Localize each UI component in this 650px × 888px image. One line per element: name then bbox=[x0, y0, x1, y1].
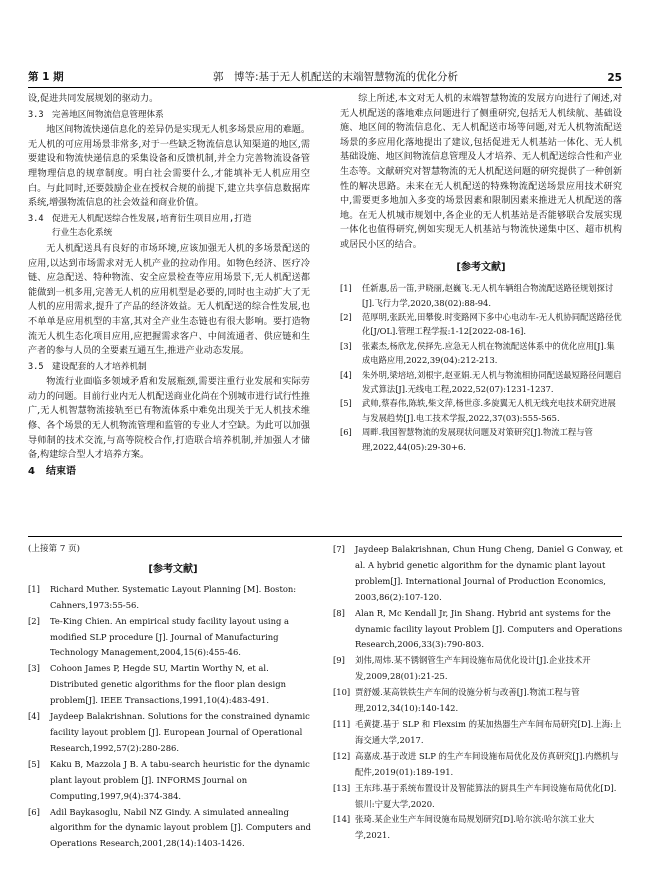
section-title: 完善地区间物流信息管理体系 bbox=[52, 109, 164, 120]
reference-number: [4] bbox=[340, 369, 352, 380]
reference-number: [1] bbox=[340, 283, 352, 294]
continuation-references-list-right bbox=[333, 542, 623, 844]
reference-item bbox=[333, 717, 623, 749]
paragraph-conclusion: 综上所述,本文对无人机的末端智慧物流的发展方向进行了阐述,对无人机配送的落地难点问题进行了侧重研究,包括无人机续航、基础设施、地区间的物流信息化、无人机配送市场等问题,对无人机物流配送场景的多应用化落地提出了建议,包括促进无人机基站一体化、无人机基础设施、地区间物流信息管理及人才培养、无人机配送综合性和产业生态等。文献研究对智慧物流的无人机配送问题的研究提供了一种创新性的解决思路。未来在无人机配送的特殊物流配送场景应用技术研究中,需要更多地加入多变的场景因素和限制因素来推进无人机配送的落地。在无人机城市规划中,各企业的无人机基站是否能够联合发展实现一体化也值得研究,例如实现无人机基站与物流快递集中区、超市机构或居民小区的结合。 bbox=[340, 94, 622, 250]
section-3-4-heading bbox=[28, 212, 310, 241]
reference-text: Cohoon James P, Hegde SU, Martin Worthy N, et al. Distributed genetic algorithms for the floor plan design problem[J]. IEEE Transactions,1991,10(4):483-491. bbox=[50, 663, 286, 706]
section-title: 结束语 bbox=[46, 465, 76, 477]
references-heading: [参考文献] bbox=[456, 261, 506, 273]
reference-text: Alan R, Mc Kendall Jr, Jin Shang. Hybrid ant systems for the dynamic facility layout Problem [J]. Computers and Operations Research,2006,33(3):790-803. bbox=[355, 607, 623, 650]
running-title: 郭 博等:基于无人机配送的末端智慧物流的优化分析 bbox=[212, 71, 459, 83]
reference-item bbox=[333, 812, 623, 844]
reference-text: Richard Muther. Systematic Layout Planning [M]. Boston: Cahners,1973:55-56. bbox=[50, 583, 297, 610]
right-column bbox=[340, 92, 622, 454]
section-title-line-2: 行业生态化系统 bbox=[52, 228, 113, 239]
reference-number: [3] bbox=[340, 340, 352, 351]
reference-item bbox=[28, 582, 318, 614]
section-number: 4 bbox=[28, 465, 35, 477]
references-list bbox=[340, 281, 622, 454]
reference-item bbox=[333, 749, 623, 781]
reference-number: [9] bbox=[333, 655, 345, 666]
reference-item bbox=[340, 368, 622, 397]
reference-item bbox=[340, 396, 622, 425]
reference-item bbox=[340, 339, 622, 368]
reference-item bbox=[333, 606, 623, 654]
reference-number: [5] bbox=[340, 398, 352, 409]
reference-number: [1] bbox=[28, 583, 40, 594]
page-number: 25 bbox=[607, 72, 622, 84]
section-4-heading bbox=[28, 465, 310, 480]
reference-number: [11] bbox=[333, 718, 351, 729]
reference-item bbox=[28, 614, 318, 662]
reference-text: 武帅,蔡春伟,陈轶,柴文萍,杨世彦.多旋翼无人机无线充电技术研究进展与发展趋势[J].电工技术学报,2022,37(03):555-565. bbox=[362, 398, 616, 423]
reference-number: [2] bbox=[28, 615, 40, 626]
reference-number: [4] bbox=[28, 711, 40, 722]
reference-item bbox=[333, 653, 623, 685]
reference-text: Adil Baykasoglu, Nabil NZ Gindy. A simulated annealing algorithm for the dynamic layout problem [J]. Computers and Operations Research,2001,28(14):1403-1426. bbox=[50, 806, 312, 849]
section-title-line-1: 促进无人机配送综合性发展,培育衍生项目应用,打造 bbox=[52, 213, 252, 224]
reference-number: [6] bbox=[340, 427, 352, 438]
reference-text: 高嘉成.基于改进 SLP 的生产车间设施布局优化及仿真研究[J].内燃机与配件,2019(01):189-191. bbox=[355, 750, 619, 777]
paragraph-3-3: 地区间物流快递信息化的差异仍是实现无人机多场景应用的难题。无人机的可应用场景非常多,对于一些缺乏物流信息认知渠道的地区,需要建设和物流快递信息的采集设备和反馈机制,并全力完善物流设备管理物理信息的规章制度。明白社会需要什么,才能填补无人机应用空白。与此同时,还要鼓励企业在授权合规的前提下,建立共享信息数据库系统,增强物流信息的社会效益和商业价值。 bbox=[28, 125, 310, 209]
reference-item bbox=[333, 781, 623, 813]
section-number: 3.4 bbox=[28, 213, 44, 224]
reference-number: [12] bbox=[333, 750, 351, 761]
reference-text: 朱外明,梁培培,刘根宇,赵亚娟.无人机与物流相协同配送最短路径问题启发式算法[J].无线电工程,2022,52(07):1231-1237. bbox=[362, 369, 622, 394]
continuation-left-column bbox=[28, 542, 318, 852]
issue-label: 第 1 期 bbox=[28, 71, 64, 83]
continuation-references-heading: [参考文献] bbox=[148, 563, 198, 575]
reference-number: [3] bbox=[28, 663, 40, 674]
reference-item bbox=[340, 310, 622, 339]
reference-text: 毛黄捷.基于 SLP 和 Flexsim 的某加热器生产车间布局研究[D].上海:上海交通大学,2017. bbox=[355, 718, 622, 745]
reference-text: 张琦.某企业生产车间设施布局规划研究[D].哈尔滨:哈尔滨工业大学,2021. bbox=[355, 814, 595, 841]
reference-text: 范厚明,张跃光,田攀俊.时变路网下多中心电动车-无人机协同配送路径优化[J/OL].管理工程学报:1-12[2022-08-16]. bbox=[362, 311, 622, 337]
reference-text: Jaydeep Balakrishnan. Solutions for the constrained dynamic facility layout problem [J]. European Journal of Operational Research,1992,57(2):280-286. bbox=[50, 711, 310, 753]
reference-number: [2] bbox=[340, 311, 352, 322]
section-number: 3.5 bbox=[28, 361, 44, 372]
reference-number: [13] bbox=[333, 782, 351, 793]
continuation-divider bbox=[28, 536, 622, 537]
reference-text: 贾舒媛.某高铁铁生产车间的设施分析与改善[J].物流工程与管理,2012,34(10):140-142. bbox=[355, 687, 580, 714]
reference-text: Te-King Chien. An empirical study facility layout using a modified SLP procedure [J]. Journal of Manufacturing Technology Management,2004,15(6):455-46. bbox=[50, 615, 290, 658]
reference-number: [5] bbox=[28, 758, 40, 769]
continuation-right-column bbox=[333, 542, 623, 844]
reference-number: [10] bbox=[333, 687, 351, 698]
paragraph-3-4: 无人机配送具有良好的市场环境,应该加强无人机的多场景配送的应用,以达到市场需求对无人机产业的拉动作用。如物色经济、医疗冷链、应急配送、特种物流、安全应景检查等应用场景下,无人机配送都能做到一机多用,完善无人机的应用机型是必要的,同时也主动扩大了无人机的应用需求,提升了产品的经济效益。无人机配送的综合性发展,也不单单是应用机型的丰富,其对全产业生态链也有很大影响。要打造物流无人机生态化项目应用,应把握需求客户、中间流通者、供应链和生产者的参与人员的全要素互通互生,推进产业动态发展。 bbox=[28, 243, 310, 357]
section-number: 3.3 bbox=[28, 109, 44, 120]
reference-text: 任新惠,岳一笛,尹晓丽,赵巍飞.无人机车辆组合物流配送路径规划探讨[J].飞行力学,2020,38(02):88-94. bbox=[362, 283, 614, 308]
paragraph-intro-tail: 设,促进共同发展规划的驱动力。 bbox=[28, 94, 159, 104]
reference-item bbox=[28, 805, 318, 853]
reference-text: 周畔.我国智慧物流的发展现状问题及对策研究[J].物流工程与管理,2022,44(05):29-30+6. bbox=[362, 427, 593, 452]
reference-text: 王东玮.基于系统布置设计及智能算法的厨具生产车间设施布局优化[D].银川:宁夏大学,2020. bbox=[355, 782, 617, 809]
running-header bbox=[28, 62, 622, 88]
reference-number: [6] bbox=[28, 806, 40, 817]
reference-item bbox=[340, 425, 622, 454]
reference-item bbox=[333, 542, 623, 606]
section-3-5-heading bbox=[28, 360, 310, 375]
reference-text: 刘伟,周炜.某不锈钢管生产车间设施布局优化设计[J].企业技术开发,2009,28(01):21-25. bbox=[355, 655, 591, 682]
reference-text: 张素杰,杨欣龙,侯择先.应急无人机在物流配送体系中的优化应用[J].集成电路应用,2022,39(04):212-213. bbox=[362, 340, 615, 366]
reference-text: Jaydeep Balakrishnan, Chun Hung Cheng, Daniel G Conway, et al. A hybrid genetic algorithm for the dynamic plant layout problem[J]. International Journal of Production Economics, 2003,86(2):107-120. bbox=[355, 544, 623, 602]
reference-number: [7] bbox=[333, 544, 345, 554]
reference-number: [8] bbox=[333, 607, 345, 618]
left-column bbox=[28, 92, 310, 479]
reference-item bbox=[28, 661, 318, 709]
continuation-note: (上接第 7 页) bbox=[28, 544, 81, 554]
section-title: 建设配套的人才培养机制 bbox=[52, 361, 147, 372]
paragraph-3-5: 物流行业面临多领域矛盾和发展瓶颈,需要注重行业发展和实际劳动力的问题。目前行业内无人机配送商业化尚在个别城市进行试行性推广,无人机智慧物流接轨至已有物流体系中难免出现关于无人机技术维修、各个场景的无人机物流管理和监管的专业人才空缺。为此可以加强导师制的技术交流,与高等院校合作,打造联合培养机制,并加强人才储备,构建综合型人才培养方案。 bbox=[28, 377, 310, 461]
reference-number: [14] bbox=[333, 814, 351, 825]
reference-item bbox=[28, 757, 318, 805]
reference-item bbox=[340, 281, 622, 310]
continuation-references-list-left bbox=[28, 582, 318, 852]
reference-text: Kaku B, Mazzola J B. A tabu-search heuristic for the dynamic plant layout problem [J]. INFORMS Journal on Computing,1997,9(4):374-384. bbox=[50, 758, 310, 801]
reference-item bbox=[333, 685, 623, 717]
reference-item bbox=[28, 709, 318, 757]
section-3-3-heading bbox=[28, 108, 310, 123]
